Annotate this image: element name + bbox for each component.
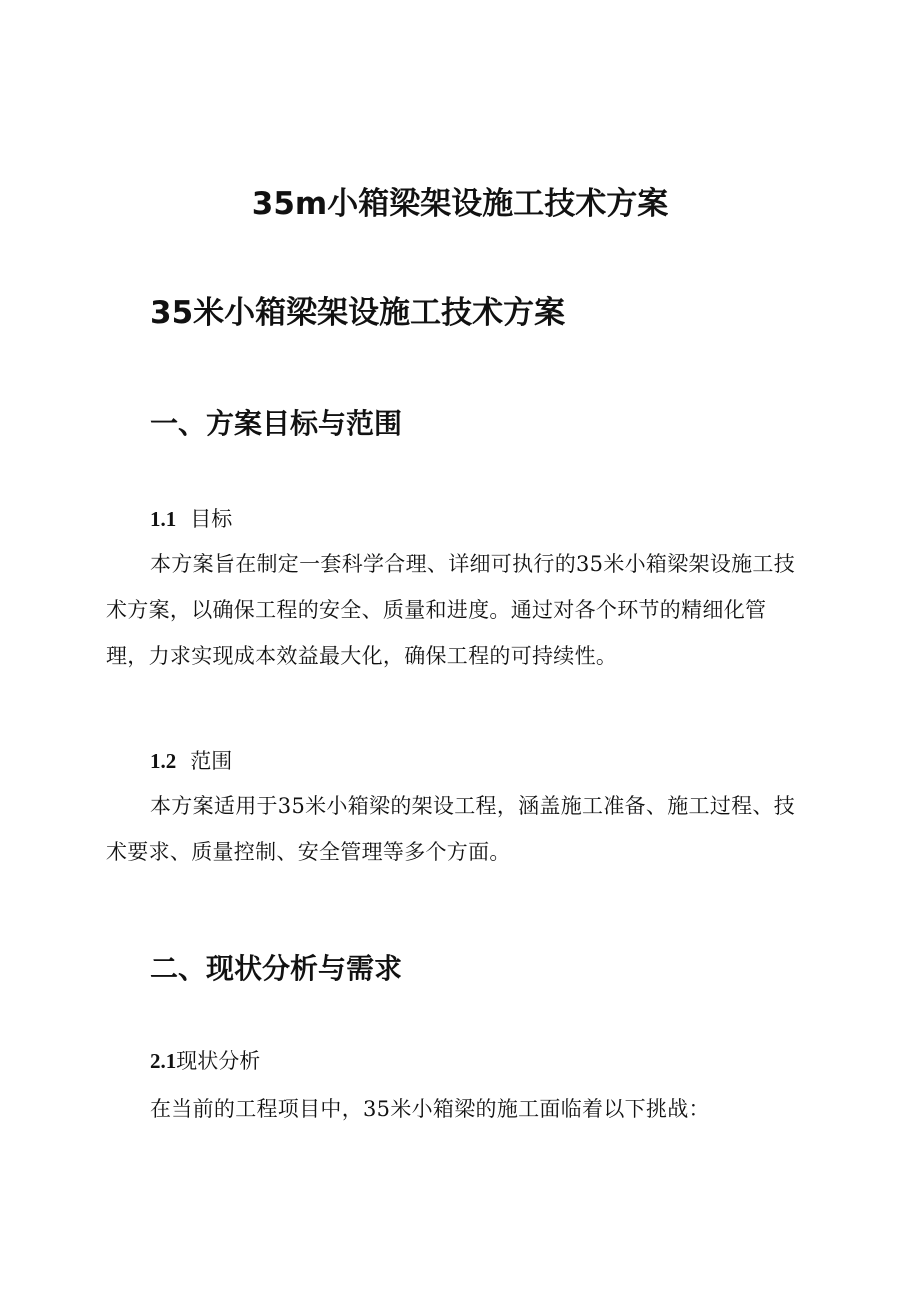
subsection-number: 1.2 <box>150 749 177 773</box>
paragraph-scope: 本方案适用于35米小箱梁的架设工程，涵盖施工准备、施工过程、技术要求、质量控制、安全管理等多个方面。 <box>106 794 796 864</box>
subsection-title: 现状分析 <box>176 1049 261 1073</box>
subsection-number: 2.1 <box>150 1049 177 1073</box>
subsection-heading-1-2 <box>150 745 232 775</box>
subsection-heading-2-1 <box>150 1045 260 1075</box>
paragraph-status: 在当前的工程项目中，35米小箱梁的施工面临着以下挑战： <box>150 1097 710 1121</box>
document-title: 35m小箱梁架设施工技术方案 <box>251 186 669 222</box>
subsection-title: 目标 <box>190 507 233 531</box>
subsection-heading-1-1 <box>150 503 232 533</box>
section-heading-1: 一、方案目标与范围 <box>150 407 403 440</box>
subsection-title: 范围 <box>190 749 233 773</box>
paragraph-goal: 本方案旨在制定一套科学合理、详细可执行的35米小箱梁架设施工技术方案，以确保工程的安全、质量和进度。通过对各个环节的精细化管理，力求实现成本效益最大化，确保工程的可持续性。 <box>106 552 796 668</box>
document-subtitle: 35米小箱梁架设施工技术方案 <box>150 295 566 331</box>
section-heading-2: 二、现状分析与需求 <box>150 952 403 985</box>
subsection-number: 1.1 <box>150 507 177 531</box>
